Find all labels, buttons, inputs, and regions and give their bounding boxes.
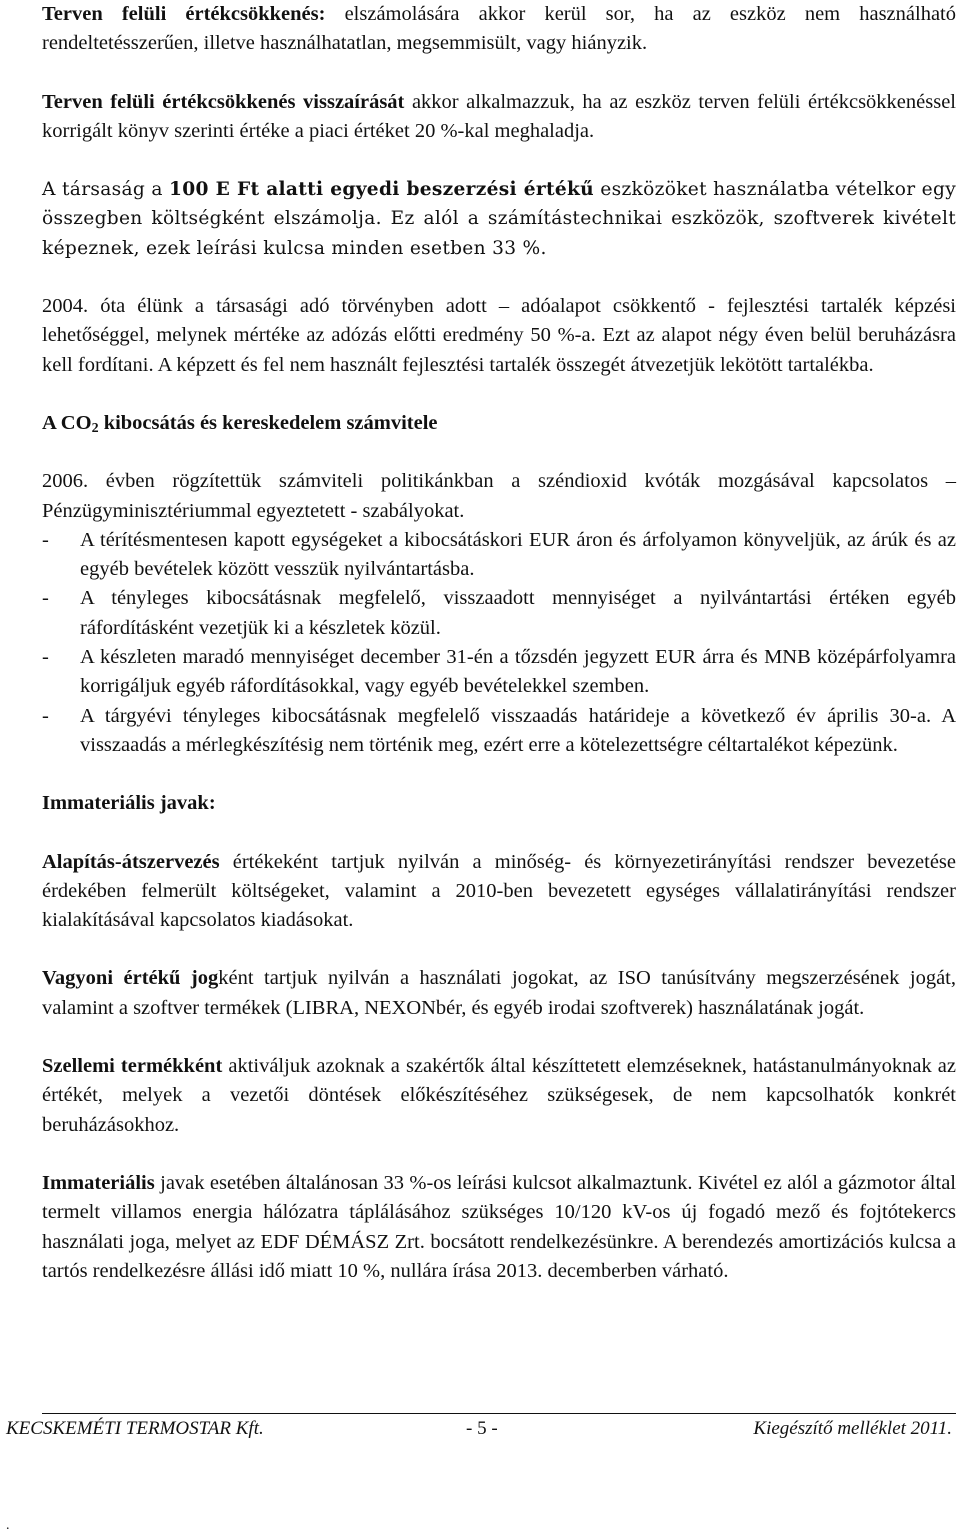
paragraph-text: aktiváljuk azoknak a szakértők által készíttetett elemzéseknek, hatástanulmányoknak az értékét, melyek a vezetői döntések előkészítéséhez szükségesek, de nem kapcsolhatók konkrét beruházásokhoz. bbox=[42, 1055, 956, 1136]
list-item bbox=[42, 526, 956, 585]
term-bold: 100 E Ft alatti egyedi beszerzési értékű bbox=[169, 179, 594, 201]
paragraph-vagyoni-jog bbox=[42, 964, 956, 1023]
title-part: A CO bbox=[42, 411, 92, 434]
term-bold: Vagyoni értékű jog bbox=[42, 967, 219, 990]
term-bold: Terven felüli értékcsökkenés: bbox=[42, 3, 326, 25]
title-part: kibocsátás és kereskedelem számvitele bbox=[98, 411, 438, 434]
paragraph-text: elszámolására akkor kerül sor, ha az eszköz nem használható rendeltetésszerűen, illetve használhatatlan, megsemmisült, vagy hiányzik. bbox=[42, 3, 956, 55]
paragraph-100eft bbox=[42, 175, 956, 263]
footer-divider bbox=[42, 1413, 956, 1414]
heading-text: Immateriális javak: bbox=[42, 792, 216, 815]
document-page bbox=[42, 0, 956, 1286]
paragraph-text: 2006. évben rögzítettük számviteli politikánkban a széndioxid kvóták mozgásával kapcsolatos – Pénzügyminisztériummal egyeztetett - szabályokat. bbox=[42, 470, 956, 522]
page-number: - 5 - bbox=[466, 1418, 498, 1439]
paragraph-text: eszközöket használatba vételkor egy összegben költségként elszámolja. Ez alól a számítástechnikai eszközök, szoftverek kivételt képeznek, ezek leírási kulcsa minden esetben 33 %. bbox=[42, 179, 956, 259]
paragraph-text: A társaság a bbox=[42, 179, 170, 201]
paragraph-text: értékeként tartjuk nyilván a minőség- és környezetirányítási rendszer bevezetése érdekében felmerült költségeket, valamint a 2010-ben bevezetett egységes vállalatirányítási rendszer kialakításával kapcsolatos kiadásokat. bbox=[42, 850, 956, 932]
list-item bbox=[42, 584, 956, 643]
co2-intro bbox=[42, 467, 956, 526]
list-item-text: A készleten maradó mennyiséget december 31-én a tőzsdén jegyzett EUR árra és MNB középárfolyamra korrigáljuk egyéb ráfordításokkal, vagy egyéb bevételekkel szemben. bbox=[80, 646, 956, 698]
paragraph-text: ként tartjuk nyilván a használati jogokat, az ISO tanúsítvány megszerzésének jogát, valamint a szoftver termékek (LIBRA, NEXONbér, és egyéb irodai szoftverek) használatának jogát. bbox=[42, 967, 956, 1019]
term-bold: Terven felüli értékcsökkenés visszaírását bbox=[42, 90, 405, 113]
footer-document-title: Kiegészítő melléklet 2011. bbox=[753, 1418, 952, 1439]
paragraph-leirasi-kulcs bbox=[42, 1169, 956, 1286]
list-item-text: A tényleges kibocsátásnak megfelelő, visszaadott mennyiséget a nyilvántartási értéken egyéb ráfordításként vezetjük ki a készletek közül. bbox=[80, 587, 956, 639]
paragraph-szellemi-termek bbox=[42, 1052, 956, 1140]
dash-bullet: - bbox=[42, 528, 49, 551]
paragraph-alapitas bbox=[42, 848, 956, 936]
co2-section-title bbox=[42, 409, 956, 438]
page-footer bbox=[6, 1418, 952, 1444]
dash-bullet: - bbox=[42, 704, 49, 727]
dash-bullet: - bbox=[42, 587, 49, 610]
paragraph-visszairas bbox=[42, 88, 956, 147]
title-subscript: 2 bbox=[91, 420, 99, 436]
term-bold: Immateriális bbox=[42, 1171, 155, 1194]
dash-bullet: - bbox=[42, 646, 49, 669]
immaterialis-heading bbox=[42, 789, 956, 818]
paragraph-text: 2004. óta élünk a társasági adó törvényben adott – adóalapot csökkentő - fejlesztési tartalék képzési lehetőséggel, melynek mértéke az adózás előtti eredmény 50 %-a. Ezt az alapot négy éven belül beruházásra kell fordítani. A képzett és fel nem használt fejlesztési tartalék összegét átvezetjük lekötött tartalékba. bbox=[42, 295, 956, 376]
term-bold: Alapítás-átszervezés bbox=[42, 850, 220, 873]
stray-dot: . bbox=[6, 1518, 10, 1533]
paragraph-fejlesztesi-tartalek bbox=[42, 292, 956, 380]
paragraph-terven-feluli bbox=[42, 0, 956, 59]
co2-rule-list bbox=[42, 526, 956, 760]
list-item-text: A térítésmentesen kapott egységeket a kibocsátáskori EUR áron és árfolyamon könyveljük, az árúk és az egyéb bevételek között vesszük nyilvántartásba. bbox=[80, 528, 956, 581]
list-item bbox=[42, 702, 956, 761]
list-item-text: A tárgyévi tényleges kibocsátásnak megfelelő visszaadás határideje a következő év április 30-a. A visszaadás a mérlegkészítésig nem történik meg, ezért erre a kötelezettségre céltartalékot képezünk. bbox=[80, 704, 956, 756]
paragraph-text: akkor alkalmazzuk, ha az eszköz terven felüli értékcsökkenéssel korrigált könyv szerinti értéke a piaci értéket 20 %-kal meghaladja. bbox=[42, 90, 956, 142]
term-bold: Szellemi termékként bbox=[42, 1055, 223, 1078]
paragraph-text: javak esetében általánosan 33 %-os leírási kulcsot alkalmaztunk. Kivétel ez alól a gázmotor által termelt villamos energia hálózatra táplálásához szükséges 10/120 kV-os új fogadó mező és fojtótekercs használati joga, melyet az EDF DÉMÁSZ Zrt. bocsátott rendelkezésünkre. A berendezés amortizációs kulcsa a tartós rendelkezésre állási idő miatt 10 %, nullára írása 2013. decemberben várható. bbox=[42, 1171, 956, 1282]
footer-company: KECSKEMÉTI TERMOSTAR Kft. bbox=[6, 1418, 264, 1439]
list-item bbox=[42, 643, 956, 702]
